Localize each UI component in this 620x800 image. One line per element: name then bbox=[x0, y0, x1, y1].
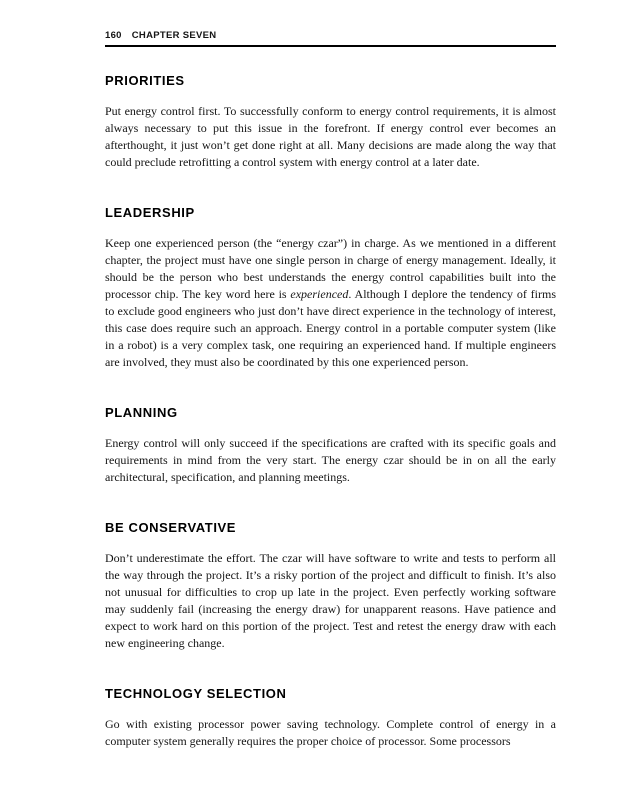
sections bbox=[105, 73, 556, 750]
section bbox=[105, 405, 556, 486]
section-heading: LEADERSHIP bbox=[105, 205, 195, 220]
section-heading: PRIORITIES bbox=[105, 73, 185, 88]
text-run: Put energy control first. To successfully conform to energy control requirements, it is almost always necessary to put this issue in the forefront. If energy control ever becomes an afterthought, it just won’t get done right at all. Many decisions are made along the way that could preclude retrofitting a control system with energy control at a later date. bbox=[105, 104, 556, 169]
paragraph bbox=[105, 435, 556, 486]
section bbox=[105, 205, 556, 371]
page-number: 160 bbox=[105, 30, 122, 41]
paragraph bbox=[105, 103, 556, 171]
paragraph bbox=[105, 235, 556, 371]
section-heading: PLANNING bbox=[105, 405, 178, 420]
section-heading: BE CONSERVATIVE bbox=[105, 520, 237, 535]
paragraph bbox=[105, 550, 556, 652]
running-header bbox=[105, 30, 556, 47]
section bbox=[105, 686, 556, 750]
section-heading: TECHNOLOGY SELECTION bbox=[105, 686, 287, 701]
chapter-title: CHAPTER SEVEN bbox=[131, 30, 217, 41]
section bbox=[105, 520, 556, 652]
text-run: Don’t underestimate the effort. The czar will have software to write and tests to perform all the way through the project. It’s a risky portion of the project and difficult to finish. It’s also not unusual for difficulties to crop up late in the project. Even perfectly working software may suddenly fail (increasing the energy draw) for unapparent reasons. Have patience and expect to work hard on this portion of the project. Test and retest the energy draw with each new engineering change. bbox=[105, 551, 556, 650]
section bbox=[105, 73, 556, 171]
text-run: Energy control will only succeed if the specifications are crafted with its specific goals and requirements in mind from the very start. The energy czar should be in on all the early architectural, specification, and planning meetings. bbox=[105, 436, 556, 484]
text-run: Keep one experienced person (the “energy czar”) in charge. As we mentioned in a different chapter, the project must have one single person in charge of energy management. Ideally, it should be the person who best understands the energy control capabilities built into the processor chip. The key word here is bbox=[105, 236, 556, 301]
text-run: Go with existing processor power saving technology. Complete control of energy in a computer system generally requires the proper choice of processor. Some processors bbox=[105, 717, 556, 748]
text-run: . Although I deplore the tendency of firms to exclude good engineers who just don’t have direct experience in the technology of interest, this case does require such an approach. Energy control in a portable computer system (like in a robot) is a very complex task, one requiring an experienced hand. If multiple engineers are involved, they must also be coordinated by this one experienced person. bbox=[105, 287, 556, 369]
emphasized-text: experienced bbox=[290, 287, 349, 301]
paragraph bbox=[105, 716, 556, 750]
